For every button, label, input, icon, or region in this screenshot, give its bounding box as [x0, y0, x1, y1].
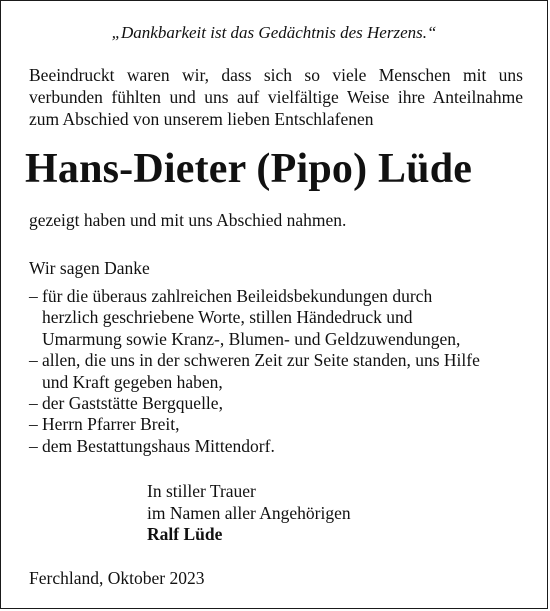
thanks-list: [29, 286, 529, 457]
dash-bullet: –: [29, 393, 38, 414]
dash-bullet: –: [29, 435, 38, 456]
list-item-line: herzlich geschriebene Worte, stillen Händedruck und: [42, 307, 413, 328]
signature-name: Ralf Lüde: [147, 524, 223, 544]
intro-paragraph: [29, 64, 523, 130]
thanks-heading: Wir sagen Danke: [29, 258, 150, 278]
intro-line: verbunden fühlten und uns auf vielfältige Weise ihre Anteilnahme: [29, 87, 523, 107]
signature-line: In stiller Trauer: [147, 481, 256, 501]
signature-line: im Namen aller Angehörigen: [147, 502, 351, 523]
after-name-text: gezeigt haben und mit uns Abschied nahmen.: [29, 210, 347, 230]
place-date: Ferchland, Oktober 2023: [29, 568, 205, 588]
intro-line: Beeindruckt waren wir, dass sich so viele Menschen mit uns: [29, 65, 523, 85]
dash-bullet: –: [29, 350, 38, 371]
list-item-line: Herrn Pfarrer Breit,: [42, 414, 180, 435]
intro-line: zum Abschied von unserem lieben Entschlafenen: [29, 109, 374, 129]
list-item-line: und Kraft gegeben haben,: [42, 371, 223, 392]
list-item: [29, 414, 529, 435]
signature-block: [147, 481, 351, 546]
dash-bullet: –: [29, 414, 38, 435]
dash-bullet: –: [29, 286, 38, 306]
motto-quote: „Dankbarkeit ist das Gedächtnis des Herzens.“: [111, 23, 437, 42]
list-item: [29, 286, 529, 350]
list-item: [29, 350, 529, 393]
list-item: [29, 436, 529, 457]
list-item-line: Umarmung sowie Kranz-, Blumen- und Geldzuwendungen,: [42, 328, 461, 349]
list-item: [29, 393, 529, 414]
deceased-name: Hans-Dieter (Pipo) Lüde: [25, 146, 473, 192]
list-item-line: dem Bestattungshaus Mittendorf.: [42, 435, 275, 456]
list-item-line: der Gaststätte Bergquelle,: [42, 393, 223, 414]
list-item-line: für die überaus zahlreichen Beileidsbekundungen durch: [42, 286, 433, 306]
list-item-line: allen, die uns in der schweren Zeit zur Seite standen, uns Hilfe: [42, 350, 480, 371]
